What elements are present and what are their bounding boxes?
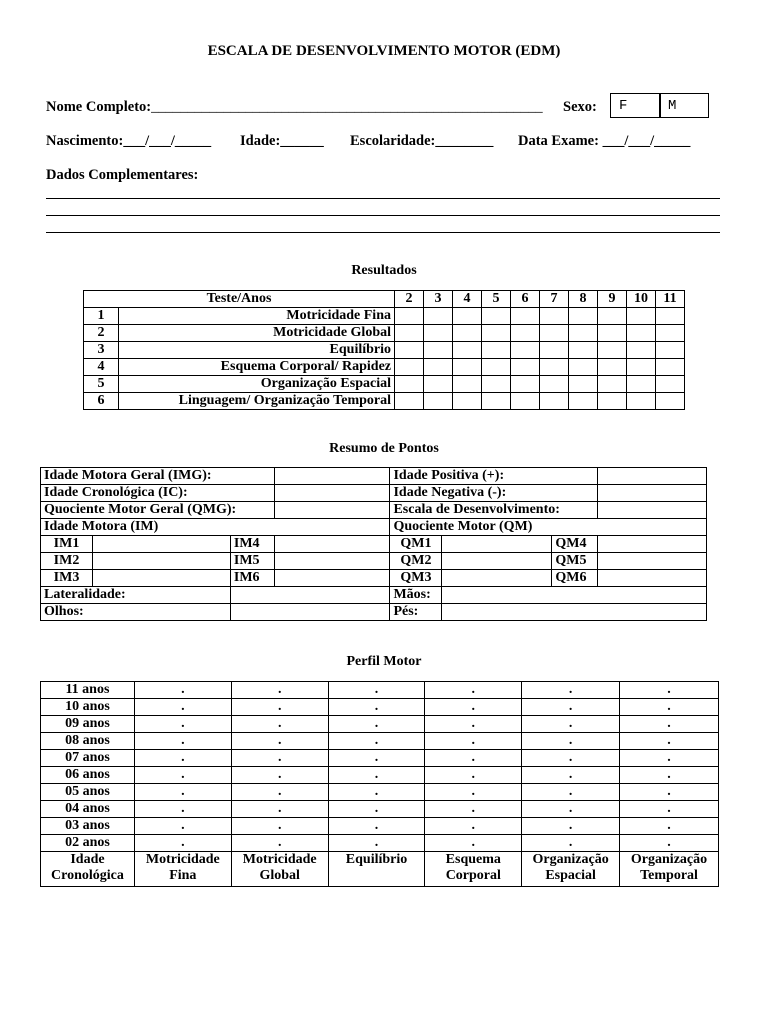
sexo-f-box[interactable]: F xyxy=(610,93,661,118)
footer-organizacao-temporal: Organização Temporal xyxy=(620,852,719,887)
teste-anos-header: Teste/Anos xyxy=(84,291,395,308)
score-cell[interactable] xyxy=(569,342,598,359)
age-col-header: 3 xyxy=(424,291,453,308)
table-row xyxy=(84,376,685,393)
qm6-label: QM6 xyxy=(552,570,598,587)
profile-dot-cell[interactable]: . xyxy=(620,767,719,784)
qm1-value[interactable] xyxy=(442,536,552,553)
test-number: 2 xyxy=(84,325,119,342)
profile-dot-cell[interactable]: . xyxy=(328,835,425,852)
nome-label: Nome Completo: xyxy=(46,99,152,115)
profile-dot-cell[interactable]: . xyxy=(328,716,425,733)
age-label: 09 anos xyxy=(41,716,135,733)
profile-dot-cell[interactable]: . xyxy=(620,835,719,852)
score-cell[interactable] xyxy=(482,342,511,359)
score-cell[interactable] xyxy=(656,342,685,359)
dados-line-1[interactable] xyxy=(46,198,720,199)
score-cell[interactable] xyxy=(540,359,569,376)
profile-dot-cell[interactable]: . xyxy=(425,835,522,852)
profile-dot-cell[interactable]: . xyxy=(425,801,522,818)
table-row xyxy=(41,835,719,852)
score-cell[interactable] xyxy=(482,359,511,376)
profile-dot-cell[interactable]: . xyxy=(425,682,522,699)
score-cell[interactable] xyxy=(424,393,453,410)
score-cell[interactable] xyxy=(598,342,627,359)
profile-dot-cell[interactable]: . xyxy=(620,699,719,716)
test-label: Esquema Corporal/ Rapidez xyxy=(119,359,395,376)
test-label: Motricidade Fina xyxy=(119,308,395,325)
qm6-value[interactable] xyxy=(598,570,707,587)
test-label: Motricidade Global xyxy=(119,325,395,342)
score-cell[interactable] xyxy=(627,342,656,359)
nome-completo-field[interactable] xyxy=(46,99,543,116)
im6-value[interactable] xyxy=(274,570,390,587)
qm2-label: QM2 xyxy=(390,553,442,570)
profile-dot-cell[interactable]: . xyxy=(328,801,425,818)
idade-field[interactable]: Idade:______ xyxy=(240,133,324,149)
score-cell[interactable] xyxy=(656,325,685,342)
score-cell[interactable] xyxy=(482,376,511,393)
score-cell[interactable] xyxy=(511,325,540,342)
olhos-value[interactable] xyxy=(230,604,390,621)
profile-dot-cell[interactable]: . xyxy=(134,699,231,716)
resumo-table xyxy=(40,467,707,621)
profile-dot-cell[interactable]: . xyxy=(620,733,719,750)
score-cell[interactable] xyxy=(598,308,627,325)
profile-dot-cell[interactable]: . xyxy=(522,733,620,750)
table-row xyxy=(41,682,719,699)
profile-dot-cell[interactable]: . xyxy=(328,784,425,801)
im6-label: IM6 xyxy=(230,570,274,587)
age-label: 08 anos xyxy=(41,733,135,750)
profile-dot-cell[interactable]: . xyxy=(522,750,620,767)
profile-dot-cell[interactable]: . xyxy=(620,801,719,818)
table-row xyxy=(41,784,719,801)
profile-dot-cell[interactable]: . xyxy=(620,784,719,801)
score-cell[interactable] xyxy=(511,393,540,410)
score-cell[interactable] xyxy=(540,376,569,393)
score-cell[interactable] xyxy=(598,325,627,342)
im3-value[interactable] xyxy=(92,570,230,587)
age-col-header: 10 xyxy=(627,291,656,308)
score-cell[interactable] xyxy=(627,376,656,393)
dados-complementares-label: Dados Complementares: xyxy=(46,167,199,183)
age-label: 05 anos xyxy=(41,784,135,801)
footer-organizacao-espacial: Organização Espacial xyxy=(522,852,620,887)
profile-dot-cell[interactable]: . xyxy=(134,716,231,733)
resultados-heading: Resultados xyxy=(351,263,417,278)
im1-label: IM1 xyxy=(41,536,93,553)
score-cell[interactable] xyxy=(540,342,569,359)
data-exame-field[interactable]: Data Exame: ___/___/_____ xyxy=(518,133,691,149)
profile-dot-cell[interactable]: . xyxy=(522,682,620,699)
ic-value[interactable] xyxy=(274,485,390,502)
score-cell[interactable] xyxy=(395,393,424,410)
olhos-label: Olhos: xyxy=(41,604,231,621)
score-cell[interactable] xyxy=(453,376,482,393)
test-label: Organização Espacial xyxy=(119,376,395,393)
idade-negativa-label: Idade Negativa (-): xyxy=(390,485,598,502)
test-number: 1 xyxy=(84,308,119,325)
age-col-header: 8 xyxy=(569,291,598,308)
table-row xyxy=(41,818,719,835)
profile-dot-cell[interactable]: . xyxy=(620,818,719,835)
profile-dot-cell[interactable]: . xyxy=(425,767,522,784)
profile-dot-cell[interactable]: . xyxy=(522,699,620,716)
profile-dot-cell[interactable]: . xyxy=(522,835,620,852)
table-row xyxy=(41,733,719,750)
qm3-label: QM3 xyxy=(390,570,442,587)
profile-dot-cell[interactable]: . xyxy=(328,767,425,784)
profile-dot-cell[interactable]: . xyxy=(231,682,328,699)
profile-dot-cell[interactable]: . xyxy=(522,767,620,784)
escala-value[interactable] xyxy=(598,502,707,519)
age-col-header: 9 xyxy=(598,291,627,308)
dados-line-3[interactable] xyxy=(46,232,720,233)
score-cell[interactable] xyxy=(395,308,424,325)
footer-idade-cronologica: Idade Cronológica xyxy=(41,852,135,887)
score-cell[interactable] xyxy=(540,308,569,325)
profile-dot-cell[interactable]: . xyxy=(328,699,425,716)
score-cell[interactable] xyxy=(511,376,540,393)
score-cell[interactable] xyxy=(424,342,453,359)
ic-label: Idade Cronológica (IC): xyxy=(41,485,275,502)
score-cell[interactable] xyxy=(656,359,685,376)
im3-label: IM3 xyxy=(41,570,93,587)
idade-negativa-value[interactable] xyxy=(598,485,707,502)
qm3-value[interactable] xyxy=(442,570,552,587)
age-col-header: 7 xyxy=(540,291,569,308)
score-cell[interactable] xyxy=(627,359,656,376)
score-cell[interactable] xyxy=(627,393,656,410)
score-cell[interactable] xyxy=(598,376,627,393)
age-label: 07 anos xyxy=(41,750,135,767)
score-cell[interactable] xyxy=(453,393,482,410)
score-cell[interactable] xyxy=(569,393,598,410)
document-title: ESCALA DE DESENVOLVIMENTO MOTOR (EDM) xyxy=(207,43,561,59)
table-row xyxy=(41,716,719,733)
img-label: Idade Motora Geral (IMG): xyxy=(41,468,275,485)
im1-value[interactable] xyxy=(92,536,230,553)
profile-dot-cell[interactable]: . xyxy=(134,801,231,818)
footer-motricidade-global: Motricidade Global xyxy=(231,852,328,887)
age-col-header: 5 xyxy=(482,291,511,308)
perfil-table xyxy=(40,681,719,887)
score-cell[interactable] xyxy=(627,325,656,342)
qm5-value[interactable] xyxy=(598,553,707,570)
score-cell[interactable] xyxy=(482,393,511,410)
profile-dot-cell[interactable]: . xyxy=(134,767,231,784)
profile-dot-cell[interactable]: . xyxy=(134,750,231,767)
pes-value[interactable] xyxy=(442,604,707,621)
maos-value[interactable] xyxy=(442,587,707,604)
im2-value[interactable] xyxy=(92,553,230,570)
score-cell[interactable] xyxy=(453,308,482,325)
profile-dot-cell[interactable]: . xyxy=(134,682,231,699)
profile-dot-cell[interactable]: . xyxy=(134,818,231,835)
sexo-label: Sexo: xyxy=(563,99,597,115)
profile-dot-cell[interactable]: . xyxy=(134,784,231,801)
im2-label: IM2 xyxy=(41,553,93,570)
profile-dot-cell[interactable]: . xyxy=(522,784,620,801)
test-number: 4 xyxy=(84,359,119,376)
score-cell[interactable] xyxy=(395,325,424,342)
profile-dot-cell[interactable]: . xyxy=(231,733,328,750)
resultados-table xyxy=(83,290,685,410)
pes-label: Pés: xyxy=(390,604,442,621)
resumo-heading: Resumo de Pontos xyxy=(329,441,439,456)
score-cell[interactable] xyxy=(569,325,598,342)
idade-positiva-value[interactable] xyxy=(598,468,707,485)
test-number: 3 xyxy=(84,342,119,359)
profile-dot-cell[interactable]: . xyxy=(134,733,231,750)
score-cell[interactable] xyxy=(540,393,569,410)
score-cell[interactable] xyxy=(598,393,627,410)
score-cell[interactable] xyxy=(482,308,511,325)
score-cell[interactable] xyxy=(395,342,424,359)
qm4-label: QM4 xyxy=(552,536,598,553)
qm-header: Quociente Motor (QM) xyxy=(390,519,707,536)
qm2-value[interactable] xyxy=(442,553,552,570)
lateralidade-label: Lateralidade: xyxy=(41,587,231,604)
profile-dot-cell[interactable]: . xyxy=(425,733,522,750)
table-row xyxy=(41,699,719,716)
profile-dot-cell[interactable]: . xyxy=(328,733,425,750)
profile-dot-cell[interactable]: . xyxy=(328,682,425,699)
age-col-header: 11 xyxy=(656,291,685,308)
score-cell[interactable] xyxy=(540,325,569,342)
maos-label: Mãos: xyxy=(390,587,442,604)
footer-equilibrio: Equilíbrio xyxy=(328,852,425,887)
score-cell[interactable] xyxy=(424,359,453,376)
table-row xyxy=(84,325,685,342)
lateralidade-value[interactable] xyxy=(230,587,390,604)
table-row xyxy=(84,308,685,325)
profile-dot-cell[interactable]: . xyxy=(425,784,522,801)
profile-dot-cell[interactable]: . xyxy=(231,801,328,818)
age-col-header: 2 xyxy=(395,291,424,308)
table-row xyxy=(41,767,719,784)
table-row xyxy=(84,359,685,376)
score-cell[interactable] xyxy=(482,325,511,342)
score-cell[interactable] xyxy=(656,376,685,393)
score-cell[interactable] xyxy=(569,308,598,325)
escolaridade-field[interactable]: Escolaridade:________ xyxy=(350,133,494,149)
nascimento-field[interactable]: Nascimento:___/___/_____ xyxy=(46,133,212,149)
profile-dot-cell[interactable]: . xyxy=(425,818,522,835)
profile-dot-cell[interactable]: . xyxy=(425,716,522,733)
score-cell[interactable] xyxy=(511,342,540,359)
table-row xyxy=(41,750,719,767)
im4-value[interactable] xyxy=(274,536,390,553)
score-cell[interactable] xyxy=(424,308,453,325)
idade-positiva-label: Idade Positiva (+): xyxy=(390,468,598,485)
profile-dot-cell[interactable]: . xyxy=(425,699,522,716)
profile-dot-cell[interactable]: . xyxy=(522,818,620,835)
qm5-label: QM5 xyxy=(552,553,598,570)
table-row xyxy=(41,801,719,818)
profile-dot-cell[interactable]: . xyxy=(620,716,719,733)
profile-dot-cell[interactable]: . xyxy=(231,818,328,835)
im4-label: IM4 xyxy=(230,536,274,553)
qmg-value[interactable] xyxy=(274,502,390,519)
score-cell[interactable] xyxy=(424,376,453,393)
profile-dot-cell[interactable]: . xyxy=(231,835,328,852)
profile-dot-cell[interactable]: . xyxy=(328,818,425,835)
test-label: Linguagem/ Organização Temporal xyxy=(119,393,395,410)
score-cell[interactable] xyxy=(656,393,685,410)
score-cell[interactable] xyxy=(453,342,482,359)
perfil-heading: Perfil Motor xyxy=(346,654,422,669)
profile-dot-cell[interactable]: . xyxy=(231,784,328,801)
age-label: 06 anos xyxy=(41,767,135,784)
score-cell[interactable] xyxy=(569,359,598,376)
profile-dot-cell[interactable]: . xyxy=(425,750,522,767)
im5-label: IM5 xyxy=(230,553,274,570)
score-cell[interactable] xyxy=(569,376,598,393)
profile-dot-cell[interactable]: . xyxy=(231,750,328,767)
im5-value[interactable] xyxy=(274,553,390,570)
table-row xyxy=(84,342,685,359)
profile-dot-cell[interactable]: . xyxy=(328,750,425,767)
im-header: Idade Motora (IM) xyxy=(41,519,390,536)
profile-dot-cell[interactable]: . xyxy=(134,835,231,852)
score-cell[interactable] xyxy=(598,359,627,376)
score-cell[interactable] xyxy=(395,376,424,393)
age-label: 11 anos xyxy=(41,682,135,699)
profile-dot-cell[interactable]: . xyxy=(231,767,328,784)
score-cell[interactable] xyxy=(453,359,482,376)
score-cell[interactable] xyxy=(395,359,424,376)
age-col-header: 6 xyxy=(511,291,540,308)
score-cell[interactable] xyxy=(453,325,482,342)
escala-label: Escala de Desenvolvimento: xyxy=(390,502,598,519)
profile-dot-cell[interactable]: . xyxy=(522,801,620,818)
profile-dot-cell[interactable]: . xyxy=(231,716,328,733)
test-number: 6 xyxy=(84,393,119,410)
profile-dot-cell[interactable]: . xyxy=(522,716,620,733)
dados-line-2[interactable] xyxy=(46,215,720,216)
age-label: 04 anos xyxy=(41,801,135,818)
img-value[interactable] xyxy=(274,468,390,485)
nome-blank: ______________________________________________________ xyxy=(151,99,543,115)
qm1-label: QM1 xyxy=(390,536,442,553)
score-cell[interactable] xyxy=(511,308,540,325)
profile-dot-cell[interactable]: . xyxy=(231,699,328,716)
test-number: 5 xyxy=(84,376,119,393)
footer-esquema-corporal: Esquema Corporal xyxy=(425,852,522,887)
qm4-value[interactable] xyxy=(598,536,707,553)
score-cell[interactable] xyxy=(656,308,685,325)
age-col-header: 4 xyxy=(453,291,482,308)
age-label: 02 anos xyxy=(41,835,135,852)
profile-dot-cell[interactable]: . xyxy=(620,750,719,767)
sexo-m-box[interactable]: M xyxy=(659,93,709,118)
profile-dot-cell[interactable]: . xyxy=(620,682,719,699)
table-row xyxy=(84,393,685,410)
score-cell[interactable] xyxy=(627,308,656,325)
footer-motricidade-fina: Motricidade Fina xyxy=(134,852,231,887)
score-cell[interactable] xyxy=(511,359,540,376)
age-label: 10 anos xyxy=(41,699,135,716)
qmg-label: Quociente Motor Geral (QMG): xyxy=(41,502,275,519)
score-cell[interactable] xyxy=(424,325,453,342)
age-label: 03 anos xyxy=(41,818,135,835)
test-label: Equilíbrio xyxy=(119,342,395,359)
